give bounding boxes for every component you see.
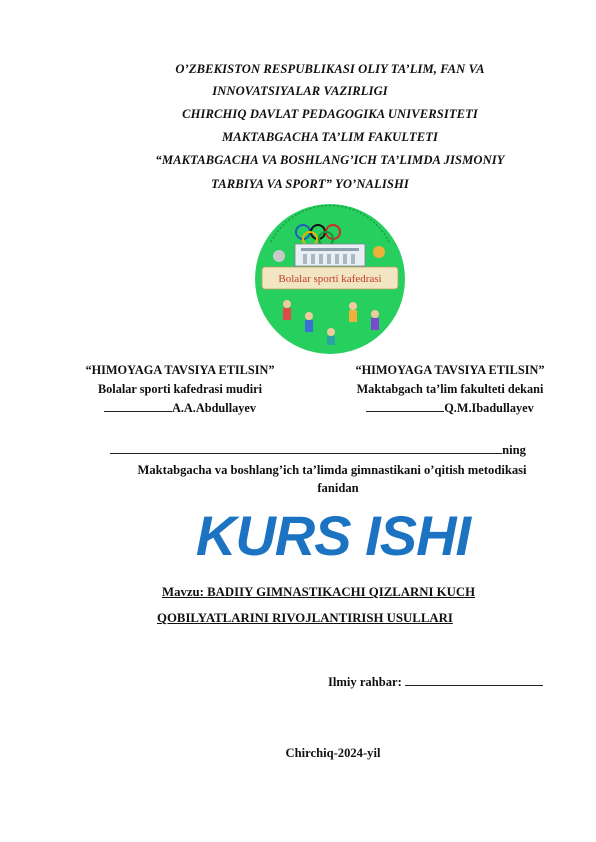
supervisor-signature-line	[405, 675, 543, 686]
supervisor-label: Ilmiy rahbar:	[328, 675, 402, 689]
approval-left-name: A.A.Abdullayev	[171, 401, 257, 415]
approval-right-signature	[330, 399, 570, 418]
supervisor-line	[328, 675, 543, 690]
approval-right-role: Maktabgach ta’lim fakulteti dekani	[356, 382, 544, 396]
ministry-line-2: INNOVATSIYALAR VAZIRLIGI	[212, 84, 388, 98]
document-title: KURS ISHI	[195, 504, 471, 567]
approval-right-name: Q.M.Ibadullayev	[444, 401, 534, 415]
topic-line-1: Mavzu: BADIIY GIMNASTIKACHI QIZLARNI KUCH	[162, 585, 476, 599]
approval-left-title: “HIMOYAGA TAVSIYA ETILSIN”	[85, 363, 275, 377]
student-name-blank	[110, 443, 502, 454]
department-logo	[251, 204, 409, 354]
approval-left-signature	[60, 399, 300, 418]
student-name-line	[20, 443, 596, 458]
course-suffix: fanidan	[317, 481, 359, 495]
approval-left-role: Bolalar sporti kafedrasi mudiri	[97, 382, 263, 396]
approval-right-title: “HIMOYAGA TAVSIYA ETILSIN”	[355, 363, 545, 377]
course-line: Maktabgacha va boshlang’ich ta’limda gimnastikani o’qitish metodikasi	[137, 463, 527, 477]
student-suffix: ning	[502, 443, 526, 457]
direction-line-1: “MAKTABGACHA VA BOSHLANG’ICH TA’LIMDA JISMONIY	[155, 153, 505, 167]
ministry-line-1: O’ZBEKISTON RESPUBLIKASI OLIY TA’LIM, FAN VA	[175, 62, 485, 76]
place-year: Chirchiq-2024-yil	[285, 746, 381, 760]
faculty-name: MAKTABGACHA TA’LIM FAKULTETI	[221, 130, 439, 144]
approval-right	[330, 361, 570, 418]
logo-label: Bolalar sporti kafedrasi	[278, 273, 382, 285]
signature-line	[104, 401, 172, 412]
university-name: CHIRCHIQ DAVLAT PEDAGOGIKA UNIVERSITETI	[182, 107, 478, 121]
signature-line	[366, 401, 444, 412]
direction-line-2: TARBIYA VA SPORT” YO’NALISHI	[211, 177, 409, 191]
topic-line-2: QOBILYATLARINI RIVOJLANTIRISH USULLARI	[157, 611, 453, 625]
approval-left	[60, 361, 300, 418]
